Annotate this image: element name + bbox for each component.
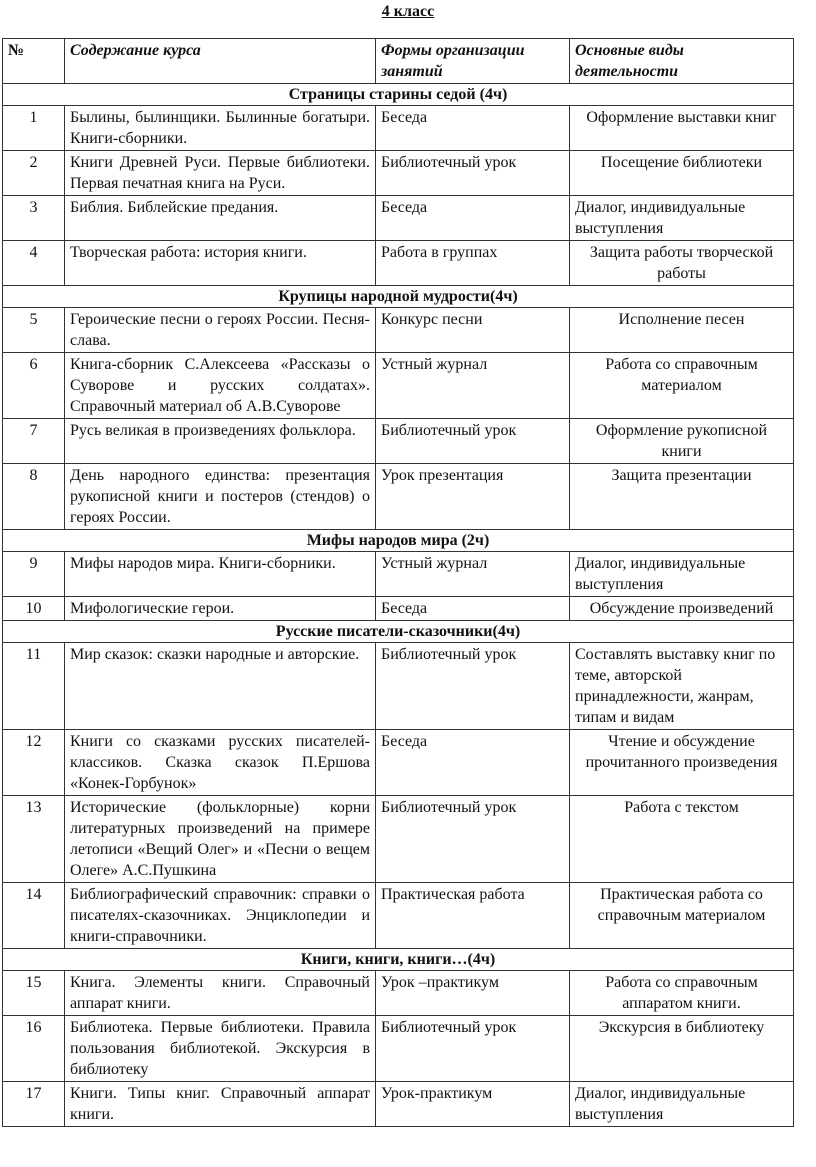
table-row [3,464,794,530]
row-content: Мир сказок: сказки народные и авторские. [65,643,376,730]
table-row [3,883,794,949]
header-number: № [3,39,65,84]
row-activity: Практическая работа со справочным материалом [570,883,794,949]
table-row [3,971,794,1016]
section-title: Мифы народов мира (2ч) [3,530,794,552]
row-number: 13 [3,796,65,883]
table-row [3,552,794,597]
row-number: 8 [3,464,65,530]
row-form: Библиотечный урок [376,643,570,730]
row-activity: Посещение библиотеки [570,151,794,196]
row-activity: Экскурсия в библиотеку [570,1016,794,1082]
table-row [3,241,794,286]
row-activity: Защита работы творческой работы [570,241,794,286]
row-form: Беседа [376,730,570,796]
row-number: 2 [3,151,65,196]
table-body [3,84,794,1127]
row-content: Героические песни о героях России. Песня-слава. [65,308,376,353]
row-number: 15 [3,971,65,1016]
row-content: Исторические (фольклорные) корни литературных произведений на примере летописи «Вещий Олег» и «Песни о вещем Олеге» А.С.Пушкина [65,796,376,883]
section-title: Крупицы народной мудрости(4ч) [3,286,794,308]
row-content: Книги. Типы книг. Справочный аппарат книги. [65,1082,376,1127]
row-content: Творческая работа: история книги. [65,241,376,286]
table-row [3,353,794,419]
row-content: Былины, былинщики. Былинные богатыри. Книги-сборники. [65,106,376,151]
section-title: Русские писатели-сказочники(4ч) [3,621,794,643]
row-content: Книги Древней Руси. Первые библиотеки. Первая печатная книга на Руси. [65,151,376,196]
table-row [3,419,794,464]
row-form: Библиотечный урок [376,151,570,196]
table-row [3,308,794,353]
row-activity: Чтение и обсуждение прочитанного произведения [570,730,794,796]
row-form: Библиотечный урок [376,419,570,464]
row-form: Библиотечный урок [376,796,570,883]
table-row [3,730,794,796]
row-content: Мифологические герои. [65,597,376,621]
row-number: 3 [3,196,65,241]
row-form: Урок презентация [376,464,570,530]
row-content: Библия. Библейские предания. [65,196,376,241]
row-activity: Обсуждение произведений [570,597,794,621]
row-activity: Диалог, индивидуальные выступления [570,552,794,597]
row-number: 7 [3,419,65,464]
table-row [3,597,794,621]
row-form: Урок –практикум [376,971,570,1016]
row-activity: Составлять выставку книг по теме, авторской принадлежности, жанрам, типам и видам [570,643,794,730]
row-number: 11 [3,643,65,730]
row-form: Практическая работа [376,883,570,949]
row-number: 14 [3,883,65,949]
row-number: 10 [3,597,65,621]
row-form: Беседа [376,196,570,241]
row-activity: Работа со справочным аппаратом книги. [570,971,794,1016]
row-activity: Диалог, индивидуальные выступления [570,196,794,241]
row-form: Устный журнал [376,552,570,597]
row-form: Беседа [376,597,570,621]
row-number: 9 [3,552,65,597]
row-activity: Работа со справочным материалом [570,353,794,419]
row-form: Беседа [376,106,570,151]
header-content: Содержание курса [65,39,376,84]
row-number: 4 [3,241,65,286]
row-number: 1 [3,106,65,151]
row-activity: Защита презентации [570,464,794,530]
table-row [3,1016,794,1082]
table-row [3,643,794,730]
row-form: Урок-практикум [376,1082,570,1127]
section-title: Книги, книги, книги…(4ч) [3,949,794,971]
row-number: 12 [3,730,65,796]
row-activity: Диалог, индивидуальные выступления [570,1082,794,1127]
row-number: 5 [3,308,65,353]
section-row [3,286,794,308]
section-title: Страницы старины седой (4ч) [3,84,794,106]
section-row [3,621,794,643]
row-form: Устный журнал [376,353,570,419]
section-row [3,530,794,552]
header-activities: Основные виды деятельности [570,39,794,84]
section-row [3,84,794,106]
row-activity: Оформление выставки книг [570,106,794,151]
table-row [3,106,794,151]
table-row [3,196,794,241]
row-content: Книга. Элементы книги. Справочный аппарат книги. [65,971,376,1016]
row-activity: Работа с текстом [570,796,794,883]
table-row [3,151,794,196]
section-row [3,949,794,971]
row-content: Книга-сборник С.Алексеева «Рассказы о Суворове и русских солдатах». Справочный материал об А.В.Суворове [65,353,376,419]
header-forms: Формы организации занятий [376,39,570,84]
row-number: 6 [3,353,65,419]
table-row [3,1082,794,1127]
row-activity: Оформление рукописной книги [570,419,794,464]
row-activity: Исполнение песен [570,308,794,353]
row-content: Библиотека. Первые библиотеки. Правила пользования библиотекой. Экскурсия в библиотеку [65,1016,376,1082]
row-content: Библиографический справочник: справки о писателях-сказочниках. Энциклопедии и книги-справочники. [65,883,376,949]
row-content: День народного единства: презентация рукописной книги и постеров (стендов) о героях России. [65,464,376,530]
row-content: Мифы народов мира. Книги-сборники. [65,552,376,597]
row-form: Конкурс песни [376,308,570,353]
row-form: Библиотечный урок [376,1016,570,1082]
table-header-row [3,39,794,84]
curriculum-table [2,38,794,1127]
row-number: 17 [3,1082,65,1127]
row-form: Работа в группах [376,241,570,286]
table-row [3,796,794,883]
row-content: Книги со сказками русских писателей-классиков. Сказка сказок П.Ершова «Конек-Горбунок» [65,730,376,796]
row-number: 16 [3,1016,65,1082]
page-title: 4 класс [381,3,435,20]
row-content: Русь великая в произведениях фольклора. [65,419,376,464]
